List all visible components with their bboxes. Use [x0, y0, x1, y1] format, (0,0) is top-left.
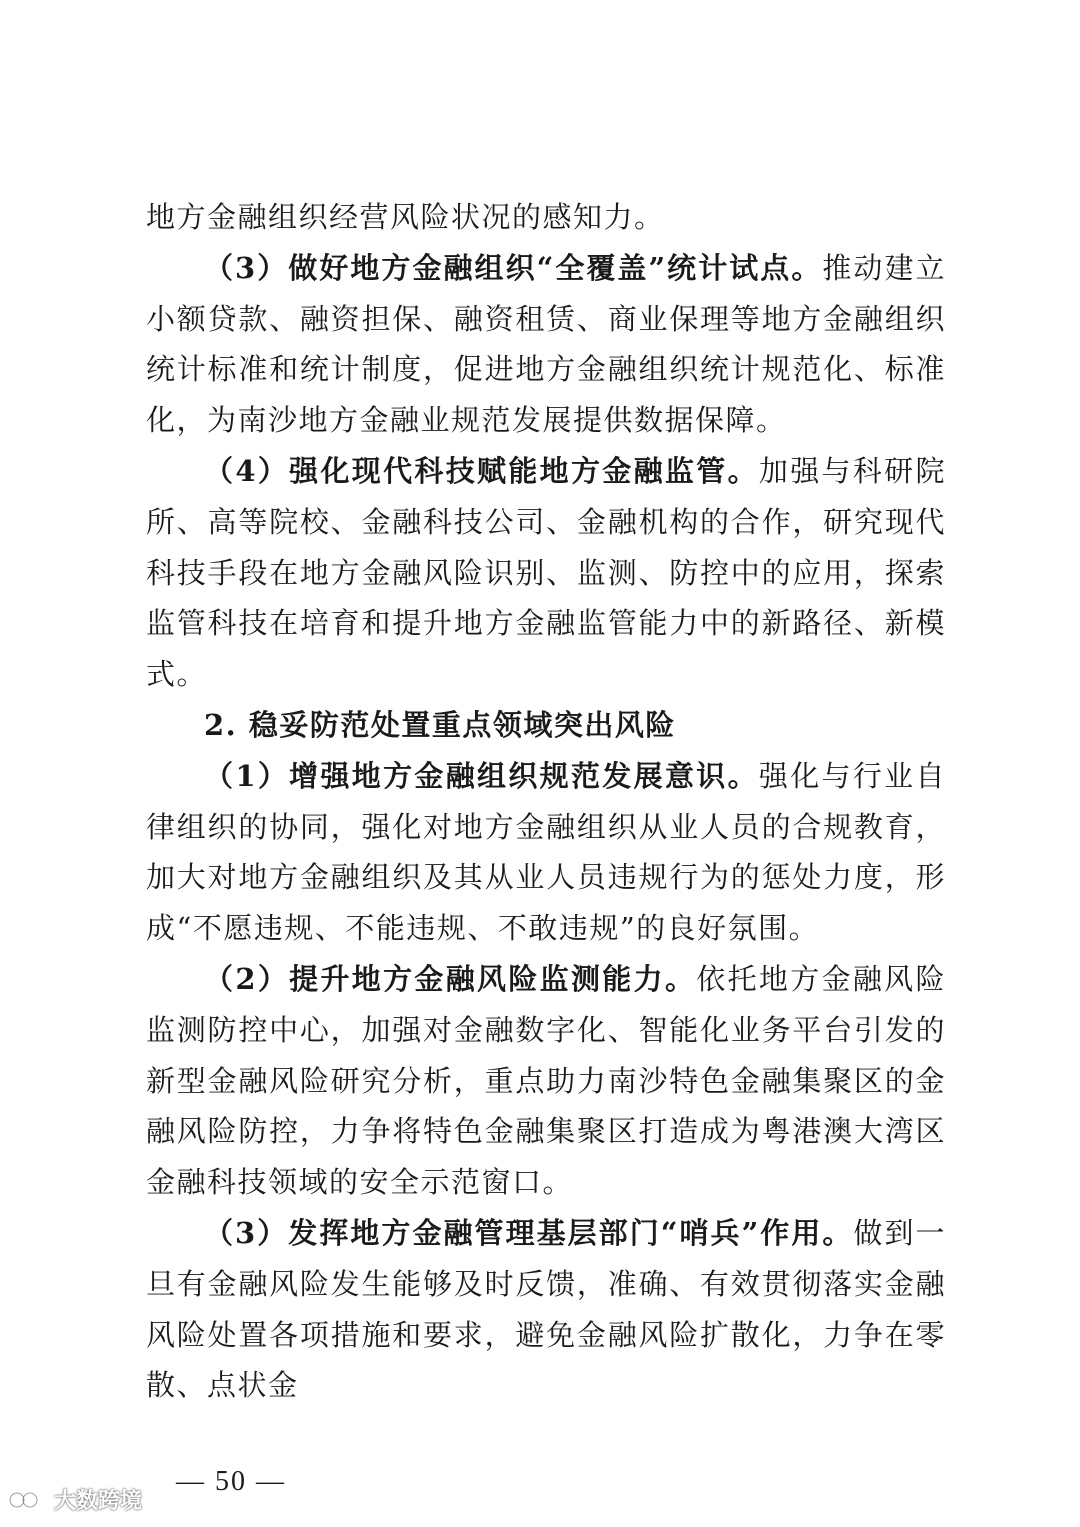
paragraph-heading: （3）发挥地方金融管理基层部门“哨兵”作用。: [204, 1215, 854, 1250]
paragraph-text: 依托地方金融风险监测防控中心，加强对金融数字化、智能化业务平台引发的新型金融风险研究分析，重点助力南沙特色金融集聚区的金融风险防控，力争将特色金融集聚区打造成为粤港澳大湾区金融科技领域的安全示范窗口。: [146, 961, 946, 1200]
watermark: [8, 1484, 142, 1515]
paragraph-text: 做到一旦有金融风险发生能够及时反馈，准确、有效贯彻落实金融风险处置各项措施和要求，避免金融风险扩散化，力争在零散、点状金: [146, 1215, 946, 1403]
paragraph-text: 加强与科研院所、高等院校、金融科技公司、金融机构的合作，研究现代科技手段在地方金融风险识别、监测、防控中的应用，探索监管科技在培育和提升地方金融监管能力中的新路径、新模式。: [146, 453, 946, 692]
paragraph-text: 地方金融组织经营风险状况的感知力。: [146, 200, 665, 234]
page-number: — 50 —: [176, 1466, 286, 1497]
body-text: [146, 192, 946, 1411]
section-heading: [146, 700, 946, 751]
paragraph-heading: （1）增强地方金融组织规范发展意识。: [204, 758, 759, 793]
paragraph-heading: （4）强化现代科技赋能地方金融监管。: [204, 453, 759, 488]
paragraph-heading: （2）提升地方金融风险监测能力。: [204, 961, 697, 996]
paragraph-text: 强化与行业自律组织的协同，强化对地方金融组织从业人员的合规教育，加大对地方金融组织及其从业人员违规行为的惩处力度，形成“不愿违规、不能违规、不敢违规”的良好氛围。: [146, 758, 946, 946]
paragraph: [146, 751, 946, 954]
paragraph: [146, 1208, 946, 1411]
paragraph: [146, 192, 946, 243]
paragraph: [146, 243, 946, 446]
paragraph: [146, 954, 946, 1208]
paragraph-heading: （3）做好地方金融组织“全覆盖”统计试点。: [204, 250, 823, 285]
paragraph-text: 推动建立小额贷款、融资担保、融资租赁、商业保理等地方金融组织统计标准和统计制度，促进地方金融组织统计规范化、标准化，为南沙地方金融业规范发展提供数据保障。: [146, 250, 946, 438]
watermark-text: 大数跨境: [54, 1489, 143, 1514]
section-heading-text: 2. 稳妥防范处置重点领域突出风险: [204, 707, 676, 742]
paragraph: [146, 446, 946, 700]
watermark-logo-icon: [8, 1486, 48, 1514]
